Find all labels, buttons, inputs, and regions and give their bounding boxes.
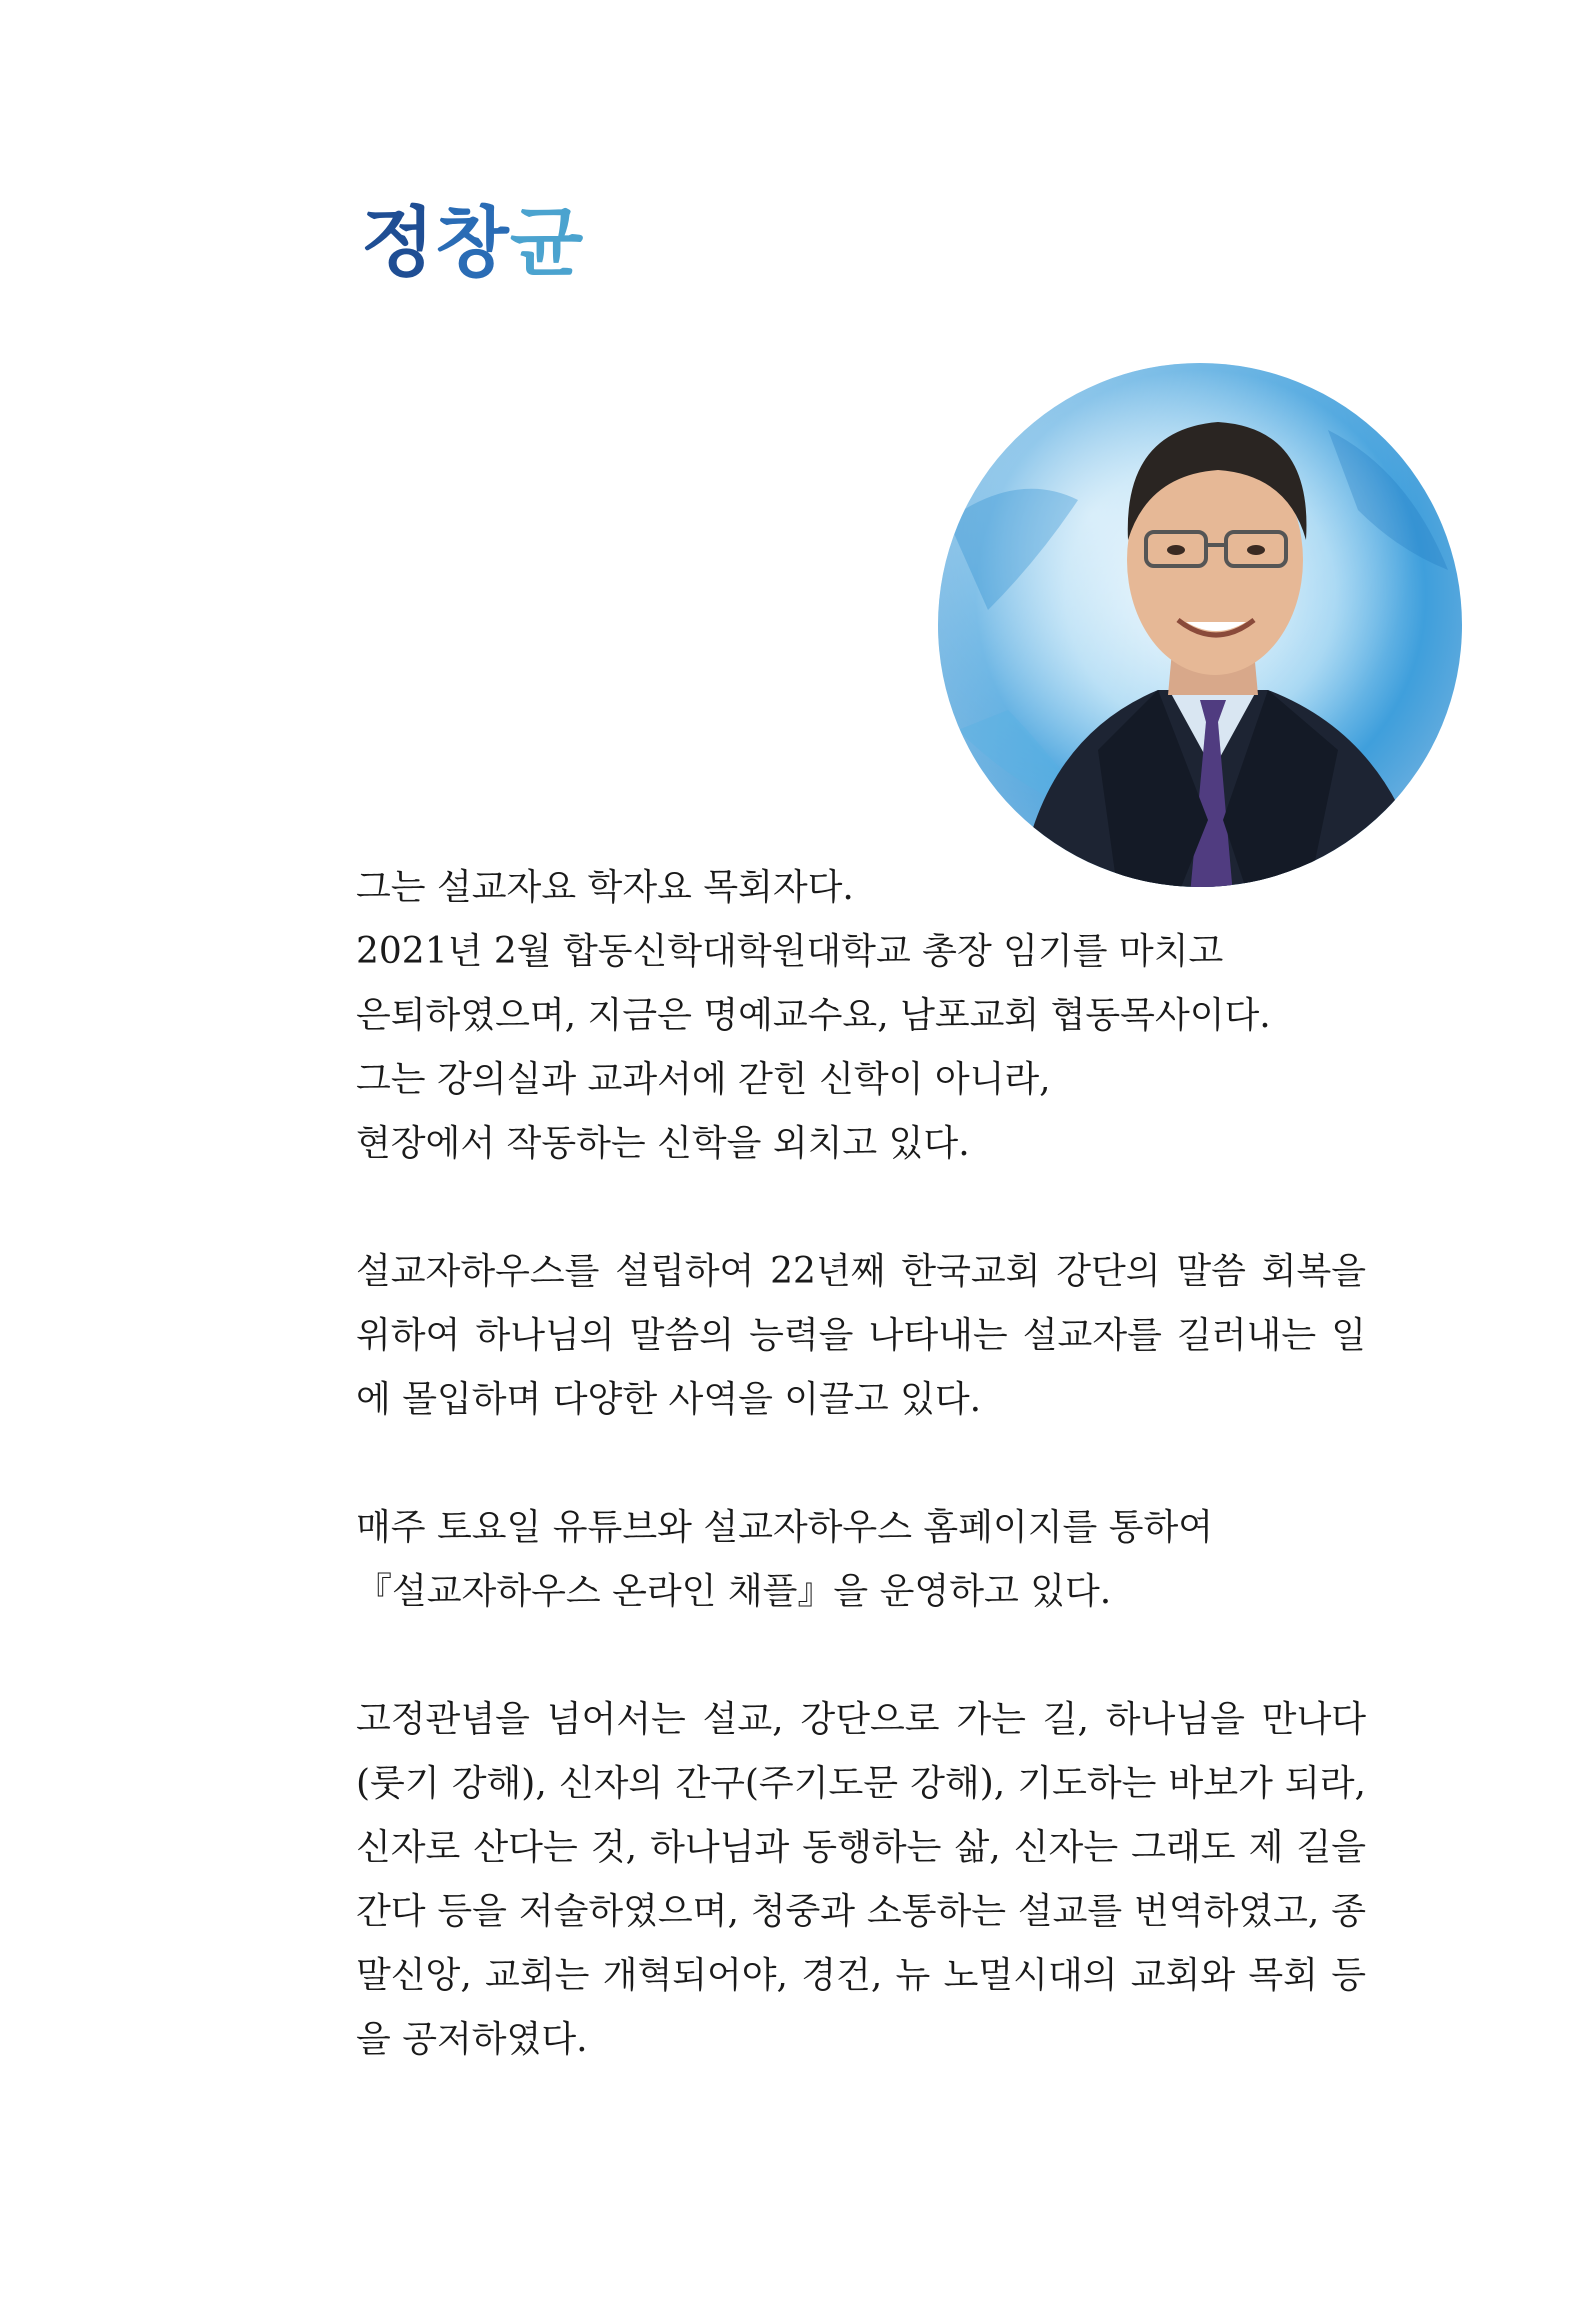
author-name [361, 198, 585, 287]
bio-line: 은퇴하였으며, 지금은 명예교수요, 남포교회 협동목사이다. [356, 995, 1271, 1036]
bio-line: 『설교자하우스 온라인 채플』을 운영하고 있다. [356, 1571, 1112, 1612]
bio-paragraph-3 [356, 1496, 1366, 1624]
bio-line: 그는 설교자요 학자요 목회자다. [356, 867, 854, 908]
bio-paragraph-2: 설교자하우스를 설립하여 22년째 한국교회 강단의 말씀 회복을 위하여 하나님의 말씀의 능력을 나타내는 설교자를 길러내는 일에 몰입하며 다양한 사역을 이끌고 있다. [356, 1251, 1366, 1420]
author-name-char-1: 정 [361, 198, 436, 287]
author-name-char-3: 균 [509, 198, 585, 287]
bio-line: 현장에서 작동하는 신학을 외치고 있다. [356, 1123, 970, 1164]
portrait-photo [928, 350, 1473, 895]
bio-line: 2021년 2월 합동신학대학원대학교 총장 임기를 마치고 [356, 931, 1224, 972]
author-bio [356, 856, 1366, 2136]
bio-line: 그는 강의실과 교과서에 갇힌 신학이 아니라, [356, 1059, 1051, 1100]
bio-paragraph-1 [356, 856, 1366, 1176]
bio-line: 매주 토요일 유튜브와 설교자하우스 홈페이지를 통하여 [356, 1507, 1214, 1548]
author-name-char-2: 창 [435, 198, 510, 287]
bio-paragraph-4: 고정관념을 넘어서는 설교, 강단으로 가는 길, 하나님을 만나다(룻기 강해), 신자의 간구(주기도문 강해), 기도하는 바보가 되라, 신자로 산다는 것, 하나님과 동행하는 삶, 신자는 그래도 제 길을 간다 등을 저술하였으며, 청중과 소통하는 설교를 번역하였고, 종말신앙, 교회는 개혁되어야, 경건, 뉴 노멀시대의 교회와 목회 등을 공저하였다. [356, 1699, 1367, 2060]
